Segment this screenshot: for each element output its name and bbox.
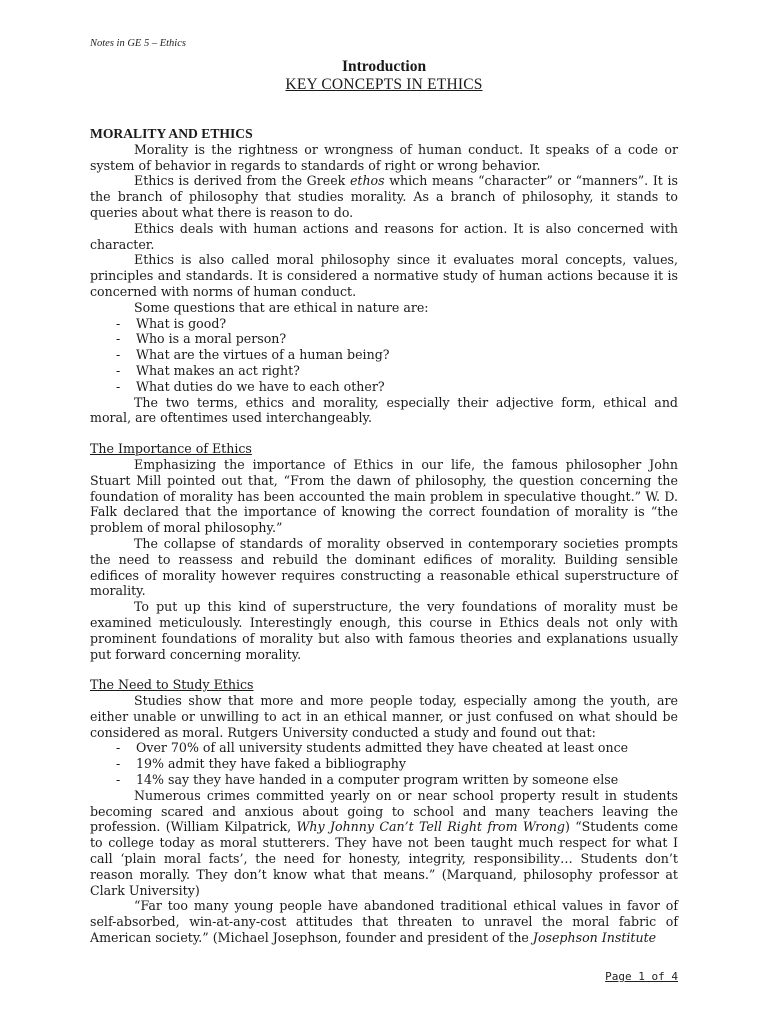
book-title: Why Johnny Can’t Tell Right from Wrong xyxy=(296,819,565,835)
list-item: - What duties do we have to each other? xyxy=(90,379,678,395)
paragraph xyxy=(90,898,678,945)
text-run: “Far too many young people have abandoned traditional ethical values in favor of self-absorbed, win-at-any-cost attitudes that threaten to unravel the moral fabric of American society.” (Michael Josephson, founder and president of the xyxy=(90,898,678,946)
paragraph: To put up this kind of superstructure, the very foundations of morality must be examined meticulously. Interestingly enough, this course in Ethics deals not only with prominent foundations of morality but also with famous theories and explanations usually put forward concerning morality. xyxy=(90,599,678,662)
text-run: ) “Students come to college today as moral stutterers. They have not been taught much respect for what I call ‘plain moral facts’, the need for honesty, integrity, responsibility… Students don’t reason morally. They don’t know what that means.” (Marquand, philosophy professor at Clark University) xyxy=(90,819,678,898)
paragraph: Studies show that more and more people today, especially among the youth, are either unable or unwilling to act in an ethical manner, or just confused on what should be considered as moral. Rutgers University conducted a study and found out that: xyxy=(90,693,678,740)
list-item: - 14% say they have handed in a computer program written by someone else xyxy=(90,772,678,788)
document-title: KEY CONCEPTS IN ETHICS xyxy=(285,76,483,93)
title-introduction: Introduction xyxy=(341,58,427,75)
emphasis: ethos xyxy=(349,173,385,189)
text-run: which means “character” or “manners”. It is the branch of philosophy that studies morality. As a branch of philosophy, it stands to queries about what there is reason to do. xyxy=(90,173,678,220)
page-number: Page 1 of 4 xyxy=(605,970,678,983)
title-block xyxy=(0,58,768,94)
text-run: Ethics is derived from the Greek xyxy=(134,173,350,189)
document-body xyxy=(90,126,678,946)
list-item: - What makes an act right? xyxy=(90,363,678,379)
paragraph xyxy=(90,173,678,220)
ethical-questions-list xyxy=(90,316,678,395)
section-heading-importance: The Importance of Ethics xyxy=(90,441,252,457)
paragraph: Some questions that are ethical in nature are: xyxy=(134,299,429,315)
list-item: - Over 70% of all university students admitted they have cheated at least once xyxy=(90,740,678,756)
section-heading-need: The Need to Study Ethics xyxy=(90,677,254,693)
list-item: - What is good? xyxy=(90,316,678,332)
paragraph: Ethics is also called moral philosophy since it evaluates moral concepts, values, principles and standards. It is considered a normative study of human actions because it is concerned with norms of human conduct. xyxy=(90,252,678,299)
paragraph: Morality is the rightness or wrongness of human conduct. It speaks of a code or system of behavior in regards to standards of right or wrong behavior. xyxy=(90,141,678,173)
list-item: - 19% admit they have faked a bibliography xyxy=(90,756,678,772)
emphasis: Josephson Institute xyxy=(532,930,657,946)
paragraph xyxy=(90,788,678,899)
paragraph: The collapse of standards of morality observed in contemporary societies prompts the need to reassess and rebuild the dominant edifices of morality. Building sensible edifices of morality however requires constructing a reasonable ethical superstructure of morality. xyxy=(90,535,678,599)
section-heading-morality: MORALITY AND ETHICS xyxy=(90,126,253,141)
text-run: Numerous crimes committed yearly on or near school property result in students becoming scared and anxious about going to school and many teachers leaving the profession. (William Kilpatrick, xyxy=(90,787,678,835)
paragraph: The two terms, ethics and morality, especially their adjective form, ethical and moral, are oftentimes used interchangeably. xyxy=(90,394,678,426)
running-header: Notes in GE 5 – Ethics xyxy=(90,38,186,49)
list-item: - What are the virtues of a human being? xyxy=(90,347,678,363)
list-item: - Who is a moral person? xyxy=(90,331,678,347)
statistics-list xyxy=(90,740,678,787)
paragraph: Ethics deals with human actions and reasons for action. It is also concerned with character. xyxy=(90,220,678,252)
paragraph: Emphasizing the importance of Ethics in our life, the famous philosopher John Stuart Mill pointed out that, “From the dawn of philosophy, the question concerning the foundation of morality has been accounted the main problem in speculative thought.” W. D. Falk declared that the importance of knowing the correct foundation of morality is “the problem of moral philosophy.” xyxy=(90,456,678,536)
